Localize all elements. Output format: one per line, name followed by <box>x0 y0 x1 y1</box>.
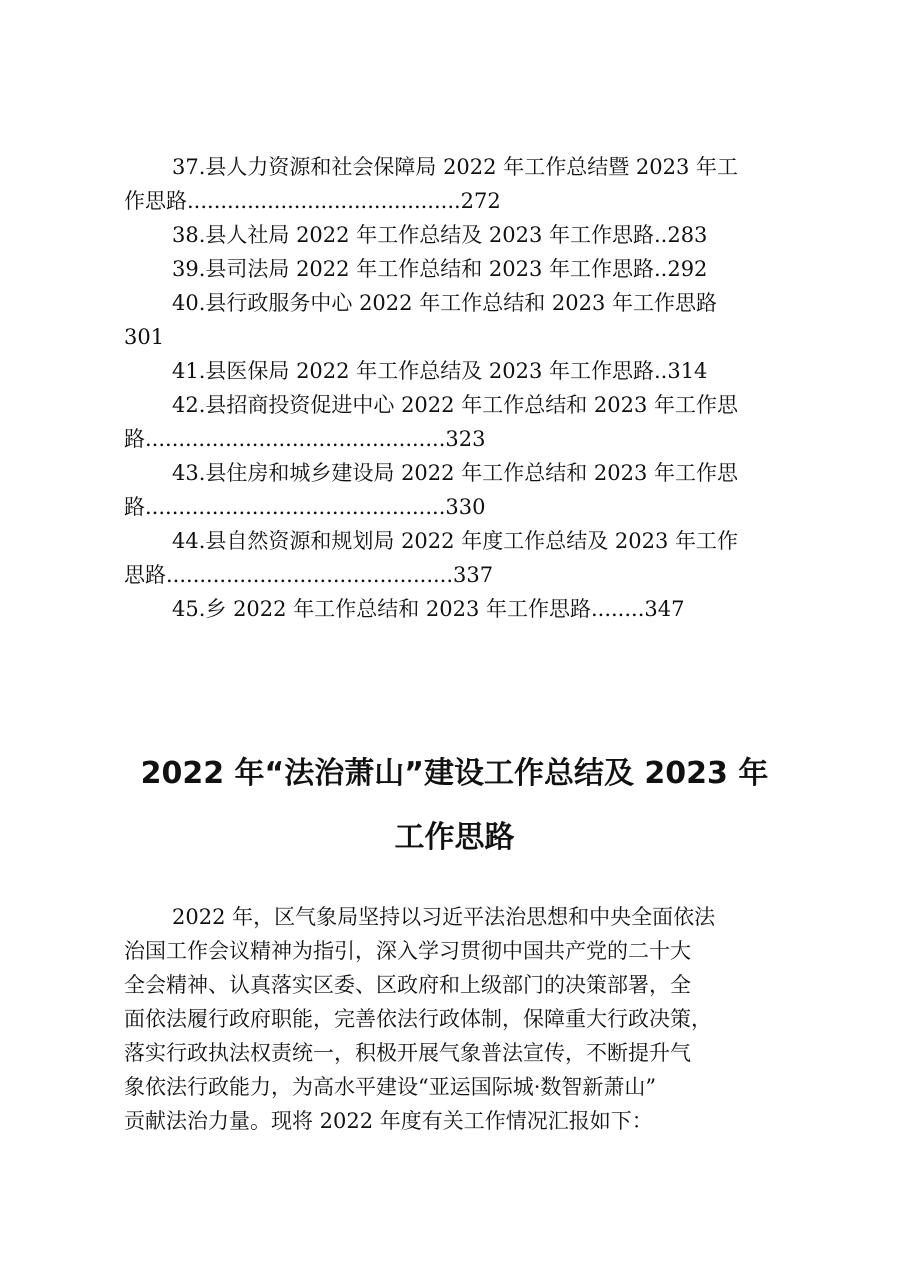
toc-entry-38[interactable]: 38.县人社局 2022 年工作总结及 2023 年工作思路..283 <box>172 223 708 247</box>
toc-entry-43-continued[interactable]: 路.............................................330 <box>124 495 486 519</box>
toc-entry-45[interactable]: 45.乡 2022 年工作总结和 2023 年工作思路........347 <box>172 597 685 621</box>
intro-paragraph <box>124 900 800 1138</box>
paragraph-line: 象依法行政能力，为高水平建设“亚运国际城·数智新萧山” <box>124 1075 657 1099</box>
paragraph-line: 贡献法治力量。现将 2022 年度有关工作情况汇报如下： <box>124 1109 653 1133</box>
paragraph-line: 治国工作会议精神为指引，深入学习贯彻中国共产党的二十大 <box>124 939 691 963</box>
paragraph-line: 2022 年，区气象局坚持以习近平法治思想和中央全面依法 <box>172 905 716 929</box>
toc-entry-40-continued[interactable]: 301 <box>124 325 165 349</box>
document-title-line-2: 工作思路 <box>394 820 515 855</box>
toc-entry-42-continued[interactable]: 路.............................................323 <box>124 427 486 451</box>
paragraph-line: 面依法履行政府职能，完善依法行政体制，保障重大行政决策， <box>124 1007 712 1031</box>
toc-entry-37[interactable]: 37.县人力资源和社会保障局 2022 年工作总结暨 2023 年工 <box>172 155 738 179</box>
toc-entry-39[interactable]: 39.县司法局 2022 年工作总结和 2023 年工作思路..292 <box>172 257 708 281</box>
paragraph-line: 落实行政执法权责统一，积极开展气象普法宣传，不断提升气 <box>124 1041 691 1065</box>
toc-entry-41[interactable]: 41.县医保局 2022 年工作总结及 2023 年工作思路..314 <box>172 359 708 383</box>
toc-entry-40[interactable]: 40.县行政服务中心 2022 年工作总结和 2023 年工作思路 <box>172 291 717 315</box>
toc-entry-44[interactable]: 44.县自然资源和规划局 2022 年度工作总结及 2023 年工作 <box>172 529 738 553</box>
toc-entry-44-continued[interactable]: 思路...........................................337 <box>124 563 494 587</box>
document-title-line-1: 2022 年“法治萧山”建设工作总结及 2023 年 <box>140 756 769 791</box>
toc-entry-43[interactable]: 43.县住房和城乡建设局 2022 年工作总结和 2023 年工作思 <box>172 461 738 485</box>
table-of-contents <box>124 150 796 626</box>
toc-entry-42[interactable]: 42.县招商投资促进中心 2022 年工作总结和 2023 年工作思 <box>172 393 738 417</box>
paragraph-line: 全会精神、认真落实区委、区政府和上级部门的决策部署，全 <box>124 973 691 997</box>
toc-entry-37-continued[interactable]: 作思路.........................................272 <box>124 189 501 213</box>
